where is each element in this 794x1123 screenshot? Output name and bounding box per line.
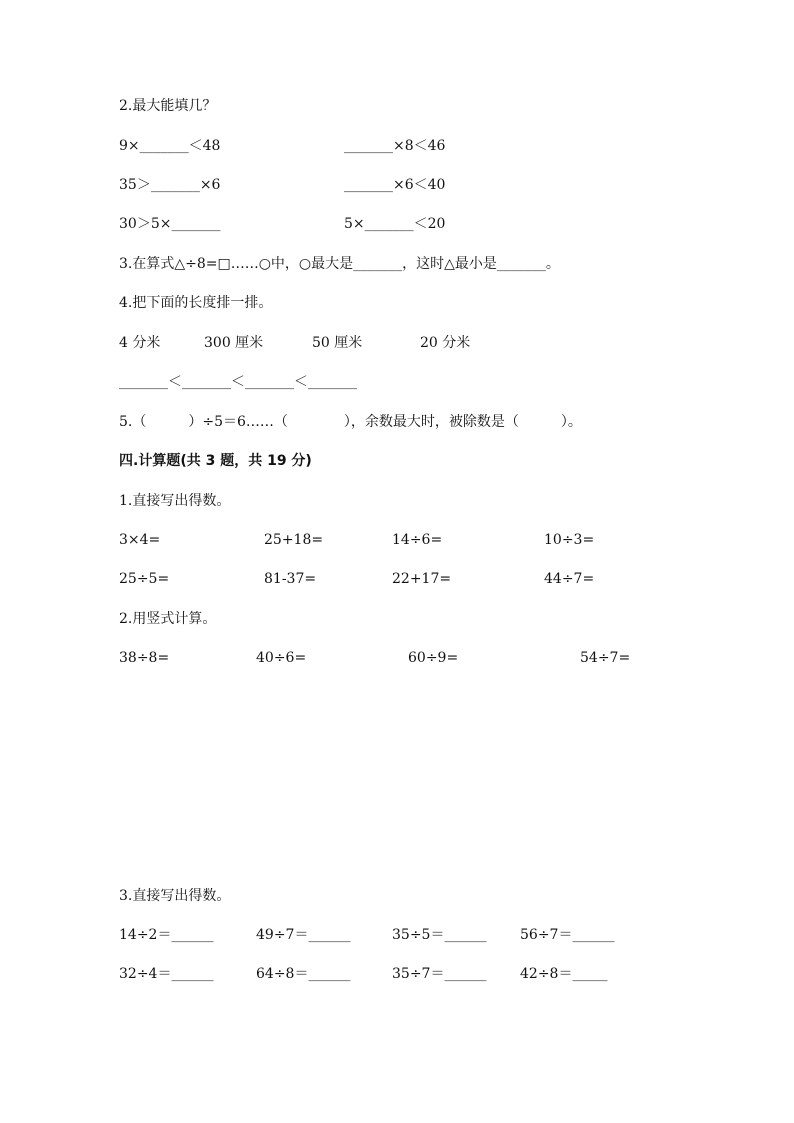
q4-item-3: 50 厘米 bbox=[312, 335, 363, 351]
calc1-r2-c3: 22+17= bbox=[392, 571, 452, 587]
calc3-r1-c3: 35÷5＝______ bbox=[392, 927, 487, 943]
calc3-r2-c4: 42÷8＝_____ bbox=[520, 966, 608, 982]
calc3-r1-c2: 49÷7＝______ bbox=[256, 927, 351, 943]
calc3-r1-c4: 56÷7＝______ bbox=[520, 927, 615, 943]
calc2-title: 2.用竖式计算。 bbox=[119, 611, 217, 627]
calc2-item-3: 60÷9= bbox=[408, 650, 459, 666]
calc1-r1-c3: 14÷6= bbox=[392, 532, 443, 548]
calc1-title: 1.直接写出得数。 bbox=[119, 493, 231, 509]
q2-row2-left: 35＞_______×6 bbox=[119, 177, 221, 193]
q2-row1-right: _______×8＜46 bbox=[344, 138, 446, 154]
q3-text: 3.在算式△÷8=□……○中，○最大是_______，这时△最小是_______。 bbox=[119, 256, 560, 272]
calc1-r1-c4: 10÷3= bbox=[544, 532, 595, 548]
calc1-r2-c1: 25÷5= bbox=[119, 571, 170, 587]
calc1-r2-c2: 81-37= bbox=[264, 571, 317, 587]
q4-order-line: _______＜_______＜_______＜_______ bbox=[119, 374, 357, 390]
q4-item-1: 4 分米 bbox=[119, 335, 161, 351]
calc1-r1-c1: 3×4= bbox=[119, 532, 161, 548]
calc2-item-2: 40÷6= bbox=[256, 650, 307, 666]
q4-item-4: 20 分米 bbox=[420, 335, 471, 351]
calc1-r1-c2: 25+18= bbox=[264, 532, 324, 548]
calc2-item-1: 38÷8= bbox=[119, 650, 170, 666]
calc3-r2-c1: 32÷4＝______ bbox=[119, 966, 214, 982]
calc2-item-4: 54÷7= bbox=[580, 650, 631, 666]
q4-item-2: 300 厘米 bbox=[204, 335, 264, 351]
calc3-r2-c2: 64÷8＝______ bbox=[256, 966, 351, 982]
q2-row1-left: 9×_______＜48 bbox=[119, 138, 221, 154]
section4-title: 四.计算题(共 3 题，共 19 分) bbox=[119, 453, 312, 469]
q2-row3-left: 30＞5×_______ bbox=[119, 216, 221, 232]
calc3-title: 3.直接写出得数。 bbox=[119, 888, 231, 904]
calc3-r1-c1: 14÷2＝______ bbox=[119, 927, 214, 943]
q4-title: 4.把下面的长度排一排。 bbox=[119, 295, 273, 311]
q2-row3-right: 5×_______＜20 bbox=[344, 216, 446, 232]
calc3-r2-c3: 35÷7＝______ bbox=[392, 966, 487, 982]
q5-text: 5.（ ）÷5＝6……（ ），余数最大时，被除数是（ ）。 bbox=[119, 414, 582, 430]
q2-title: 2.最大能填几？ bbox=[119, 98, 217, 114]
q2-row2-right: _______×6＜40 bbox=[344, 177, 446, 193]
calc1-r2-c4: 44÷7= bbox=[544, 571, 595, 587]
